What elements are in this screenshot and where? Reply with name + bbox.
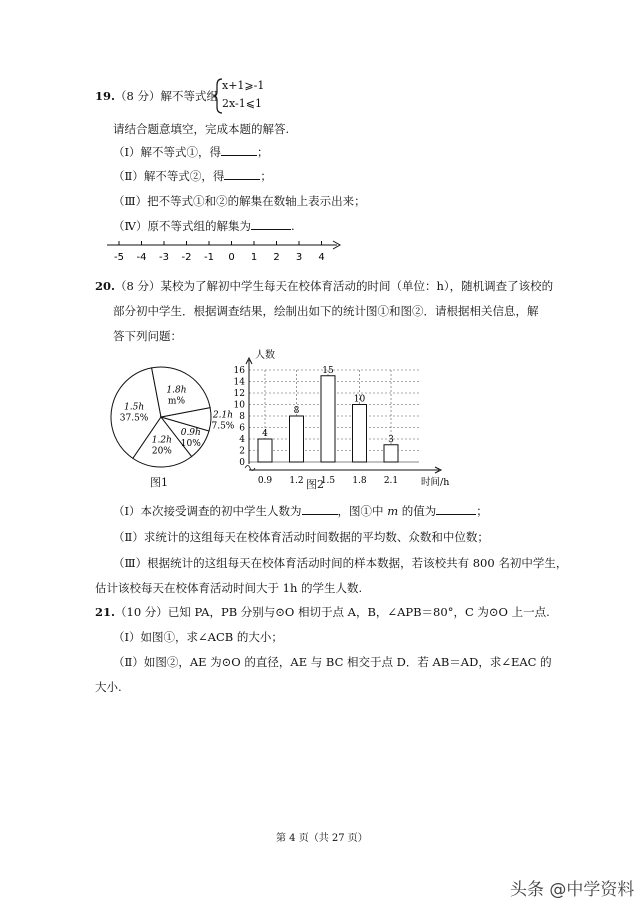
bar <box>258 439 272 462</box>
q19-part4 <box>113 218 295 234</box>
pie-chart <box>108 360 235 480</box>
q19-score: （8 分） <box>115 89 161 103</box>
q20-number: 20. <box>95 279 116 293</box>
q19-part2-text: （Ⅱ）解不等式②，得 <box>113 169 225 183</box>
q20-sub1-tail: 的值为 <box>398 504 437 518</box>
bar-ytick-label: 2 <box>239 446 245 457</box>
bar-ytick-label: 6 <box>239 423 245 434</box>
number-line-label: -4 <box>136 252 147 263</box>
q21-line1 <box>95 604 550 620</box>
number-line[interactable] <box>105 236 345 264</box>
pie-slice-label: 1.2h <box>151 435 172 446</box>
bar-data-label: 4 <box>262 429 268 439</box>
q19-part2-end: ； <box>260 169 272 183</box>
q20-sub3a: （Ⅲ）根据统计的这组每天在校体育活动时间的样本数据，若该校共有 800 名初中学生， <box>113 556 568 570</box>
q19-part1-text: （Ⅰ）解不等式①，得 <box>113 145 222 159</box>
q20-sub1-m: m <box>387 504 399 518</box>
bar-xtick-label: 0.9 <box>257 476 273 486</box>
bar-xtick-label: 1.2 <box>289 476 304 486</box>
q21-sub2b: 大小. <box>95 680 122 694</box>
bar <box>353 405 367 463</box>
q21-sub1: （Ⅰ）如图①，求∠ACB 的大小； <box>113 630 283 644</box>
bar <box>321 376 335 462</box>
answer-blank-2[interactable] <box>224 169 260 180</box>
pie-slice-value: 7.5% <box>211 421 235 432</box>
bar-xtick-label: 1.8 <box>352 476 367 486</box>
pie-slice-value: 20% <box>151 446 172 457</box>
number-line-label: -1 <box>204 252 214 263</box>
q20-sub1-mid: ，图①中 <box>337 504 388 518</box>
q20-line3: 答下列问题： <box>113 329 182 343</box>
bar-ytick-label: 4 <box>239 435 245 445</box>
number-line-label: -5 <box>114 252 124 263</box>
pie-slice-label: 1.5h <box>124 402 145 413</box>
fig2-caption: 图2 <box>306 478 324 491</box>
q19-number: 19. <box>95 89 116 103</box>
bar-ytick-label: 8 <box>239 412 245 422</box>
number-line-label: -3 <box>159 252 169 263</box>
page-number: 第 4 页（共 27 页） <box>276 833 368 844</box>
pie-slice-value: 10% <box>180 439 201 450</box>
watermark: 头条 @中学资料 <box>510 880 635 900</box>
q19-part1 <box>113 144 269 160</box>
ineq-1: x+1⩾-1 <box>222 79 265 92</box>
bar-ytick-label: 12 <box>233 389 245 399</box>
bar-data-label: 10 <box>353 394 366 405</box>
q19-stem: 解不等式组 <box>160 89 218 103</box>
q19-part4-end: . <box>291 219 295 233</box>
q19-part4-text: （Ⅳ）原不等式组的解集为 <box>113 219 251 233</box>
number-line-label: 1 <box>250 252 258 263</box>
bar-ylabel: 人数 <box>255 350 275 361</box>
answer-blank-m[interactable] <box>436 504 476 515</box>
q20-sub1-text: （Ⅰ）本次接受调查的初中学生人数为 <box>113 504 302 518</box>
q21-sub2: （Ⅱ）如图②，AE 为⊙O 的直径，AE 与 BC 相交于点 D．若 AB＝AD，求∠EAC 的 <box>113 655 552 669</box>
pie-slice-label: 1.8h <box>166 385 187 396</box>
bar-data-label: 3 <box>388 434 394 445</box>
q20-sub1 <box>113 503 488 519</box>
q19-part1-end: ； <box>257 145 269 159</box>
q20-line1-text: 某校为了解初中学生每天在校体育活动的时间（单位：h），随机调查了该校的 <box>160 279 554 293</box>
number-line-label: 2 <box>273 252 280 263</box>
q21-score: （10 分） <box>115 605 168 619</box>
q20-sub3b: 估计该校每天在校体育活动时间大于 1h 的学生人数. <box>95 581 363 595</box>
q20-score: （8 分） <box>115 279 161 293</box>
q19-instruction: 请结合题意填空，完成本题的解答. <box>113 122 290 136</box>
q20-sub2: （Ⅱ）求统计的这组每天在校体育活动时间数据的平均数、众数和中位数； <box>113 530 489 544</box>
bar-ytick-label: 0 <box>239 458 245 468</box>
answer-blank-1[interactable] <box>221 145 257 156</box>
bar-data-label: 8 <box>293 406 300 416</box>
number-line-label: 0 <box>228 252 235 263</box>
answer-blank-4[interactable] <box>251 219 291 230</box>
answer-blank-count[interactable] <box>302 504 338 515</box>
q20-line2: 部分初中学生．根据调查结果，绘制出如下的统计图①和图②．请根据相关信息，解 <box>113 304 539 318</box>
bar-ytick-label: 10 <box>233 400 245 411</box>
q19-header <box>95 88 218 104</box>
q19-part2 <box>113 168 272 184</box>
number-line-label: -2 <box>181 252 192 263</box>
pie-slice-label: 2.1h <box>212 410 233 421</box>
q21-line1-text: 已知 PA，PB 分别与⊙O 相切于点 A，B，∠APB＝80°，C 为⊙O 上一点. <box>167 605 550 619</box>
bar-xtick-label: 1.5 <box>320 476 336 486</box>
bar-ytick-label: 16 <box>233 366 245 376</box>
bar-ytick-label: 14 <box>233 377 245 388</box>
bar-data-label: 15 <box>322 365 334 376</box>
bar-xtick-label: 2.1 <box>383 476 399 486</box>
bar <box>384 445 398 462</box>
ineq-2: 2x-1⩽1 <box>222 97 262 110</box>
q20-line1 <box>95 278 553 294</box>
bar <box>290 416 304 462</box>
number-line-label: 3 <box>295 252 303 263</box>
q20-sub1-end: ； <box>476 504 488 518</box>
pie-slice-label: 0.9h <box>180 428 201 439</box>
q19-part3: （Ⅲ）把不等式①和②的解集在数轴上表示出来； <box>113 194 366 208</box>
fig1-caption: 图1 <box>150 476 168 489</box>
bar-xlabel: 时间/h <box>421 477 450 488</box>
pie-slice-value: m% <box>167 396 186 407</box>
number-line-label: 4 <box>318 252 325 263</box>
pie-slice-value: 37.5% <box>119 413 149 424</box>
q21-number: 21. <box>95 605 116 619</box>
